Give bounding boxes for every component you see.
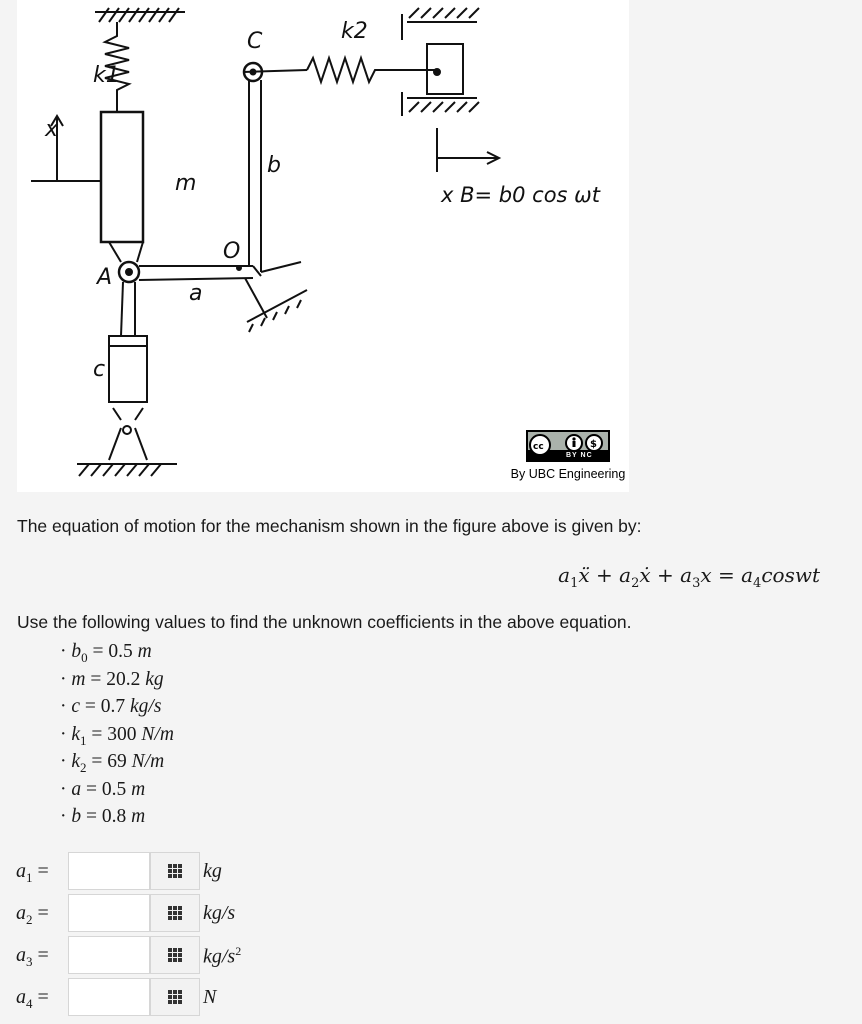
- keypad-grid-icon: [168, 906, 182, 920]
- answer-input[interactable]: [68, 936, 150, 974]
- keypad-grid-icon: [168, 990, 182, 1004]
- answer-row: [16, 852, 276, 892]
- label-c: c: [93, 357, 106, 382]
- keypad-grid-icon: [168, 948, 182, 962]
- answer-label: $a_3$ =: [16, 944, 49, 969]
- label-m: m: [175, 171, 197, 196]
- answer-unit: kg/s: [203, 902, 236, 924]
- answer-input[interactable]: [68, 978, 150, 1016]
- keypad-grid-icon: [168, 864, 182, 878]
- label-C-top: C: [247, 29, 263, 54]
- given-value-item: · $b_0 = 0.5$ m: [60, 641, 152, 665]
- answer-unit: $kg/s^2$: [203, 944, 242, 968]
- mechanism-figure: [17, 0, 629, 492]
- equation-of-motion: $a_1ẍ$ + $a_2ẋ + a_3x$ = $a_4coswt$: [558, 563, 820, 591]
- label-O: O: [223, 239, 241, 264]
- answer-row: [16, 978, 276, 1018]
- label-xb: x B= b0 cos ωt: [441, 183, 600, 207]
- answer-label: $a_1$ =: [16, 860, 49, 885]
- label-k1: k1: [93, 63, 120, 88]
- svg-text:$: $: [590, 439, 597, 450]
- label-A: A: [97, 265, 113, 290]
- cc-text: cc: [533, 442, 544, 452]
- label-x: x: [45, 117, 59, 142]
- answer-unit: N: [203, 986, 217, 1008]
- label-k2: k2: [341, 19, 368, 44]
- given-value-item: · $k_2 = 69$ N/m: [60, 751, 165, 775]
- instruction-text: Use the following values to find the unknown coefficients in the above equation.: [17, 612, 632, 632]
- given-values-list: [60, 638, 174, 831]
- answer-unit: kg: [203, 860, 222, 882]
- label-b: b: [267, 153, 281, 178]
- keypad-button[interactable]: [150, 978, 200, 1016]
- given-value-item: · b = 0.8 m: [60, 806, 146, 827]
- keypad-button[interactable]: [150, 852, 200, 890]
- keypad-button[interactable]: [150, 894, 200, 932]
- answer-label: $a_2$ =: [16, 902, 49, 927]
- given-value-item: · $k_1 = 300$ N/m: [60, 723, 174, 748]
- intro-text: The equation of motion for the mechanism shown in the figure above is given by:: [17, 516, 642, 536]
- label-a: a: [189, 281, 203, 306]
- cc-license[interactable]: [508, 430, 626, 485]
- answer-input[interactable]: [68, 894, 150, 932]
- answer-row: [16, 936, 276, 976]
- cc-by-nc-text: BY NC: [566, 452, 593, 459]
- creative-commons-icon: [526, 430, 610, 462]
- answer-row: [16, 894, 276, 934]
- answer-input[interactable]: [68, 852, 150, 890]
- answer-label: $a_4$ =: [16, 986, 49, 1011]
- cc-caption: By UBC Engineering: [510, 467, 626, 481]
- keypad-button[interactable]: [150, 936, 200, 974]
- given-value-item: · m = 20.2 kg: [60, 668, 164, 690]
- given-value-item: · a = 0.5 m: [60, 778, 146, 800]
- given-value-item: · c = 0.7 kg/s: [60, 696, 162, 717]
- mechanism-diagram: [17, 0, 629, 492]
